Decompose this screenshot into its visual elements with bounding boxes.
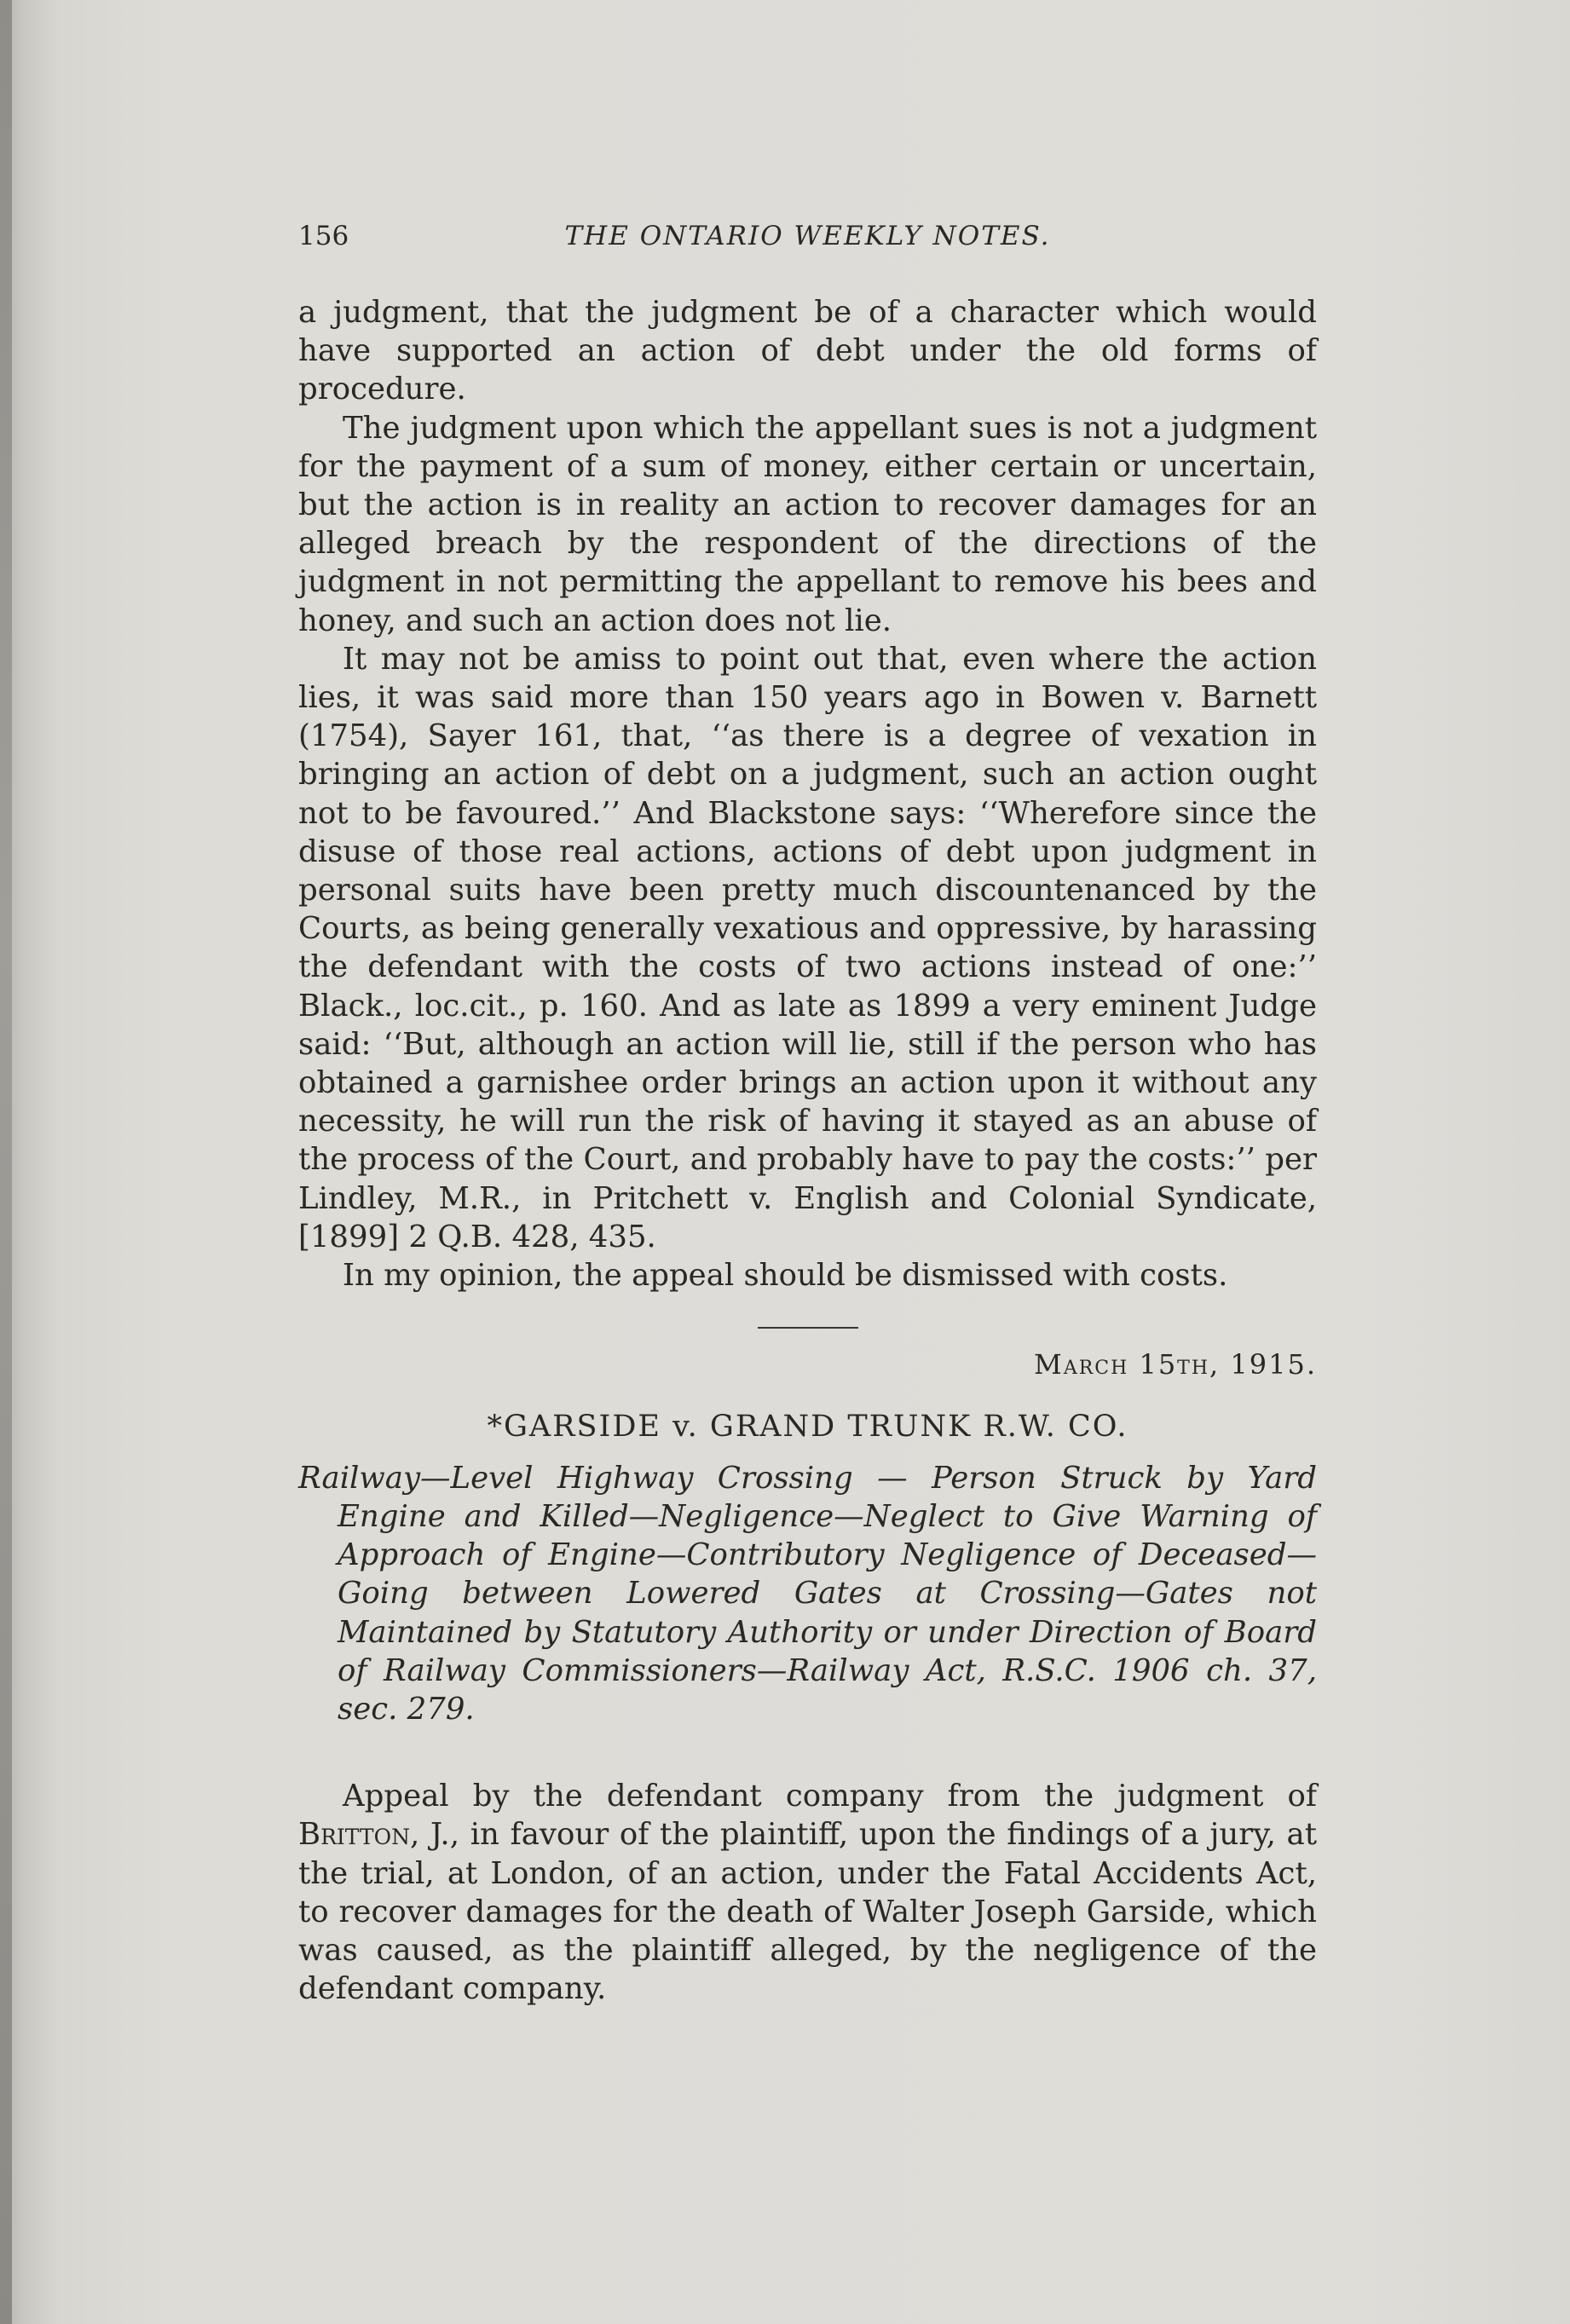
body-text	[298, 293, 1317, 1295]
paragraph-continued: a judgment, that the judgment be of a character which would have supported an action of debt under the old forms of procedure.	[298, 295, 1317, 407]
judge-name: Britton	[298, 1817, 410, 1853]
opening-rest: , J., in favour of the plaintiff, upon the findings of a jury, at the trial, at London, of an action, under the Fatal Accidents Act, to recover damages for the death of Walter Joseph Garside, which was caused, as the plaintiff alleged, by the negligence of the defendant company.	[298, 1817, 1317, 2007]
text-column	[298, 217, 1317, 2008]
paragraph: In my opinion, the appeal should be dismissed with costs.	[343, 1258, 1228, 1294]
case-headnote: Railway—Level Highway Crossing — Person Struck by Yard Engine and Killed—Negligence—Neglect to Give Warning of Approach of Engine—Contributory Negligence of Deceased—Going between Lowered Gates at Crossing—Gates not Maintained by Statutory Authority or under Direction of Board of Railway Commissioners—Railway Act, R.S.C. 1906 ch. 37, sec. 279.	[298, 1460, 1317, 1727]
case-date: March 15th, 1915.	[1034, 1348, 1317, 1381]
running-title: THE ONTARIO WEEKLY NOTES.	[564, 221, 1051, 251]
section-divider	[758, 1327, 858, 1329]
running-head	[298, 217, 1317, 268]
case-title: *GARSIDE v. GRAND TRUNK R.W. CO.	[487, 1410, 1128, 1445]
opening-lead: Appeal by the defendant company from the judgment of	[343, 1779, 1317, 1814]
page-number: 156	[298, 221, 349, 251]
book-gutter	[0, 0, 12, 2324]
paragraph: It may not be amiss to point out that, even where the action lies, it was said more than 150 years ago in Bowen v. Barnett (1754), Sayer 161, that, ‘‘as there is a degree of vexation in bringing an action of debt on a judgment, such an action ought not to be favoured.’’ And Blackstone says: ‘‘Wherefore since the disuse of those real actions, actions of debt upon judgment in personal suits have been pretty much discountenanced by the Courts, as being generally vexatious and oppressive, by harassing the defendant with the costs of two actions instead of one:’’ Black., loc.cit., p. 160. And as late as 1899 a very eminent Judge said: ‘‘But, although an action will lie, still if the person who has obtained a garnishee order brings an action upon it without any necessity, he will run the risk of having it stayed as an abuse of the process of the Court, and probably have to pay the costs:’’ per Lindley, M.R., in Pritchett v. English and Colonial Syndicate, [1899] 2 Q.B. 428, 435.	[298, 641, 1317, 1254]
paragraph: The judgment upon which the appellant sues is not a judgment for the payment of a sum of money, either certain or uncertain, but the action is in reality an action to recover damages for an alleged breach by the respondent of the directions of the judgment in not permitting the appellant to remove his bees and honey, and such an action does not lie.	[298, 410, 1317, 638]
case-opening-paragraph	[298, 1777, 1317, 2008]
